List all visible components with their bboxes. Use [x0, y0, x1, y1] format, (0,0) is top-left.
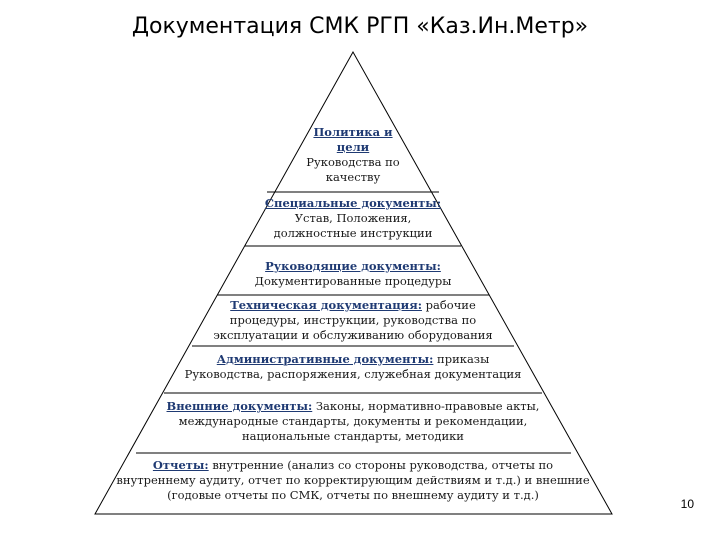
level-reports-head: Отчеты: [152, 458, 209, 472]
level-reports-line: внутреннему аудиту, отчет по корректирующим действиям и т.д.) и внешние [116, 473, 590, 487]
level-admin-docs [168, 352, 538, 382]
level-reports [103, 458, 603, 503]
page-number: 10 [680, 497, 694, 511]
level-reports-head-tail: внутренние (анализ со стороны руководства, отчеты по [208, 458, 554, 472]
level-technical-docs-head: Техническая документация: [230, 298, 422, 312]
level-external-docs [143, 399, 563, 444]
level-external-docs-head: Внешние документы: [166, 399, 313, 413]
level-technical-docs [193, 298, 513, 343]
slide-title: Документация СМК РГП «Каз.Ин.Метр» [131, 14, 589, 39]
level-guiding-docs [213, 259, 493, 289]
level-admin-docs-head-tail: приказы [433, 352, 490, 366]
level-external-docs-line: национальные стандарты, методики [242, 429, 464, 443]
level-policy-line: качеству [325, 170, 381, 184]
level-special-docs-head: Специальные документы: [264, 196, 442, 210]
level-reports-line: (годовые отчеты по СМК, отчеты по внешнему аудиту и т.д.) [167, 488, 539, 502]
level-guiding-docs-head: Руководящие документы: [265, 259, 441, 273]
level-admin-docs-line: Руководства, распоряжения, служебная документация [184, 367, 522, 381]
level-policy [253, 125, 453, 185]
level-special-docs-line: должностные инструкции [273, 226, 433, 240]
level-guiding-docs-line: Документированные процедуры [254, 274, 452, 288]
level-policy-line: Руководства по [306, 155, 400, 169]
level-external-docs-head-tail: Законы, нормативно-правовые акты, [312, 399, 540, 413]
level-technical-docs-line: эксплуатации и обслуживанию оборудования [213, 328, 493, 342]
level-technical-docs-line: процедуры, инструкции, руководства по [229, 313, 477, 327]
level-policy-line: цели [336, 140, 370, 154]
level-special-docs [223, 196, 483, 241]
level-external-docs-line: международные стандарты, документы и рекомендации, [178, 414, 528, 428]
level-policy-head: Политика и [313, 125, 393, 139]
level-admin-docs-head: Административные документы: [216, 352, 434, 366]
level-technical-docs-head-tail: рабочие [421, 298, 476, 312]
level-special-docs-line: Устав, Положения, [294, 211, 412, 225]
